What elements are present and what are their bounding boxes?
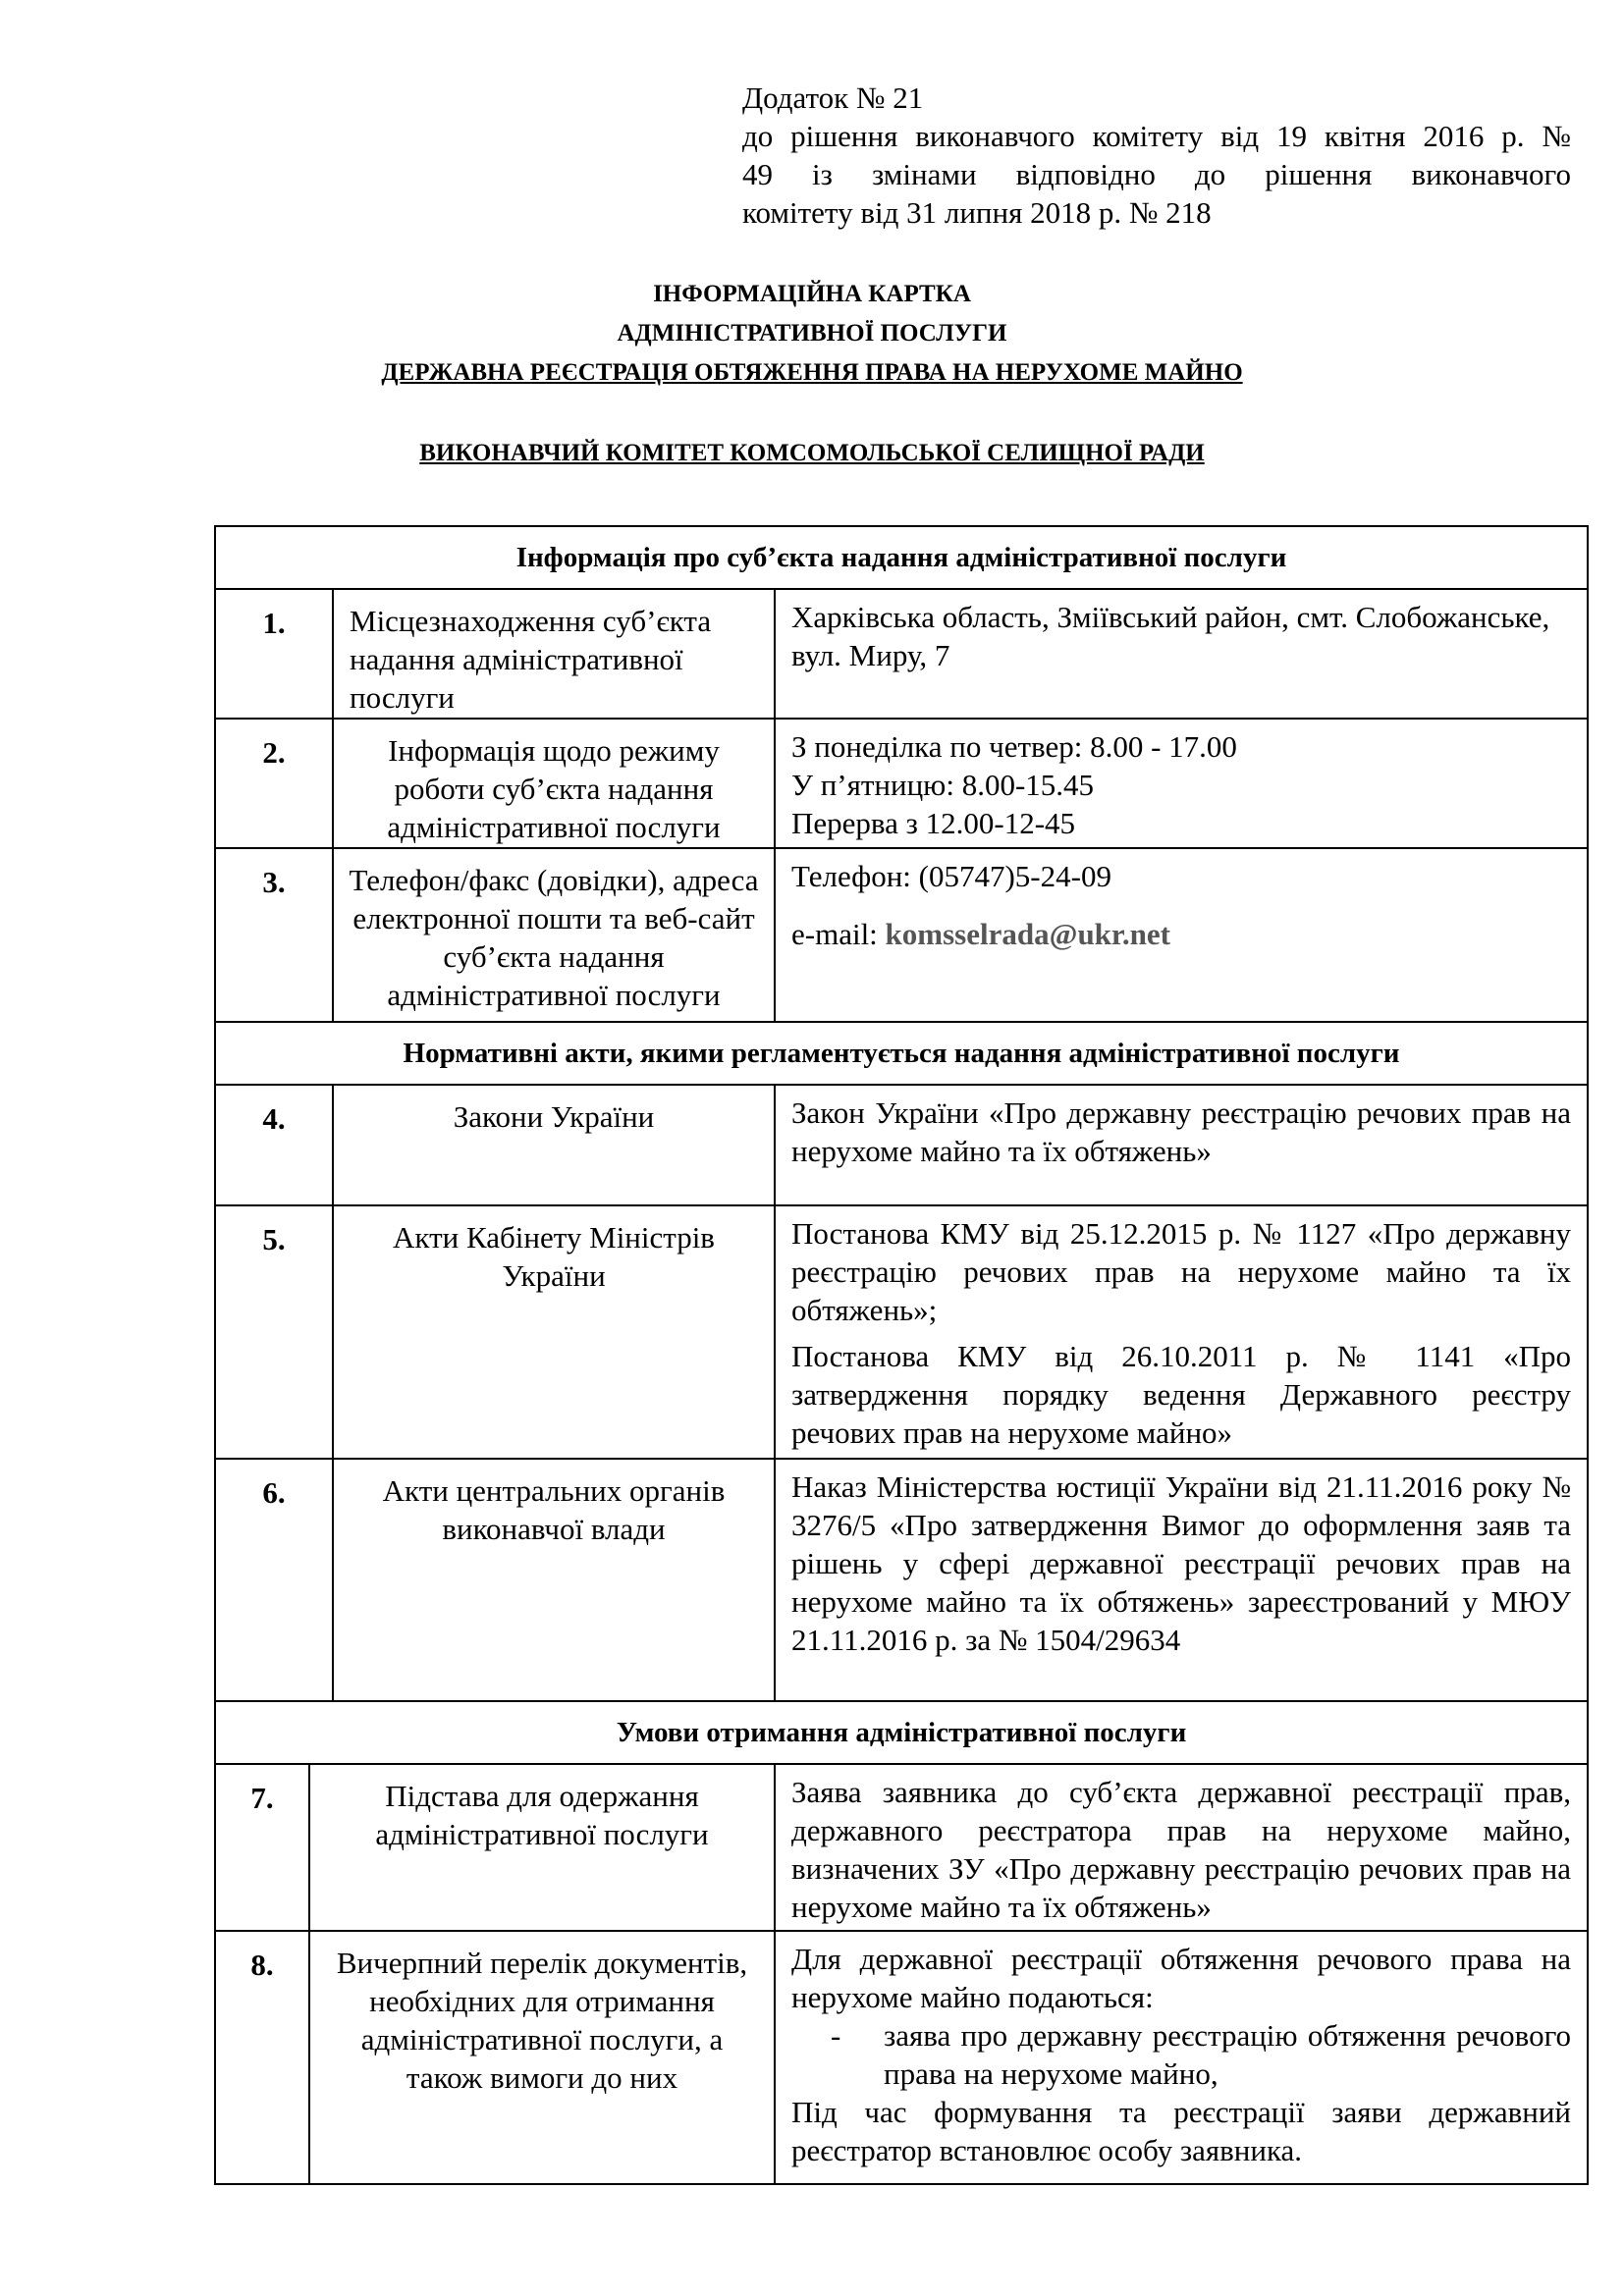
appendix-line: Додаток № 21 xyxy=(742,80,924,115)
appendix-line: комітету від 31 липня 2018 р. № 218 xyxy=(742,195,1212,230)
appendix-note xyxy=(742,79,1571,232)
table-row xyxy=(215,1931,1588,2184)
documents-outro: Під час формування та реєстрації заяви державний реєстратор встановлює особу заявника. xyxy=(791,2095,1572,2167)
email-link[interactable]: komsselrada@ukr.net xyxy=(885,917,1170,951)
row-value: Наказ Міністерства юстиції України від 21.11.2016 року № 3276/5 «Про затвердження Вимог до оформлення заяв та рішень у сфері державної реєстрації речових прав на нерухоме майно та їх обтяжень» зареєстрований у МЮУ 21.11.2016 р. за № 1504/29634 xyxy=(775,1459,1588,1701)
resolution-paragraph: Постанова КМУ від 25.12.2015 р. № 1127 «Про державну реєстрацію речових прав на нерухоме майно та їх обтяжень»; xyxy=(791,1216,1572,1327)
row-number: 3. xyxy=(215,848,333,1022)
document-title xyxy=(196,275,1428,466)
row-description: Акти Кабінету Міністрів України xyxy=(333,1205,775,1459)
table-row xyxy=(215,848,1588,1022)
title-line-1: ІНФОРМАЦІЙНА КАРТКА xyxy=(653,281,971,307)
work-hours-line: З понеділка по четвер: 8.00 - 17.00 xyxy=(791,729,1237,764)
section-title-conditions: Умови отримання адміністративної послуги xyxy=(215,1701,1588,1764)
row-number: 6. xyxy=(215,1459,333,1701)
row-description: Вичерпний перелік документів, необхідних для отримання адміністративної послуги, а також вимоги до них xyxy=(309,1931,775,2184)
service-name: ДЕРЖАВНА РЕЄСТРАЦІЯ ОБТЯЖЕННЯ ПРАВА НА НЕРУХОМЕ МАЙНО xyxy=(381,359,1243,386)
appendix-line: 49 із змінами відповідно до рішення виконавчого xyxy=(742,157,1571,191)
section-title-normative-acts: Нормативні акти, якими регламентується надання адміністративної послуги xyxy=(215,1022,1588,1085)
resolution-paragraph: Постанова КМУ від 26.10.2011 р. № 1141 «Про затвердження порядку ведення Державного реєстру речових прав на нерухоме майно» xyxy=(791,1339,1572,1450)
row-value xyxy=(775,848,1588,1022)
table-row xyxy=(215,1459,1588,1701)
row-description: Телефон/факс (довідки), адреса електронної пошти та веб-сайт суб’єкта надання адміністративної послуги xyxy=(333,848,775,1022)
phone-text: Телефон: (05747)5-24-09 xyxy=(791,859,1111,893)
row-value: Харківська область, Зміївський район, смт. Слобожанське, вул. Миру, 7 xyxy=(775,589,1588,719)
table-row xyxy=(215,1085,1588,1205)
row-value xyxy=(775,719,1588,848)
work-hours-line: Перерва з 12.00-12-45 xyxy=(791,806,1076,840)
title-line-2: АДМІНІСТРАТИВНОЇ ПОСЛУГИ xyxy=(617,320,1007,347)
row-description: Підстава для одержання адміністративної послуги xyxy=(309,1764,775,1931)
info-card-table xyxy=(214,525,1589,2185)
row-number: 5. xyxy=(215,1205,333,1459)
row-number: 8. xyxy=(215,1931,309,2184)
table-row xyxy=(215,589,1588,719)
row-number: 7. xyxy=(215,1764,309,1931)
section-row xyxy=(215,1701,1588,1764)
row-value xyxy=(775,1931,1588,2184)
organization-name: ВИКОНАВЧИЙ КОМІТЕТ КОМСОМОЛЬСЬКОЇ СЕЛИЩНОЇ РАДИ xyxy=(419,440,1205,466)
row-value: Закон України «Про державну реєстрацію речових прав на нерухоме майно та їх обтяжень» xyxy=(775,1085,1588,1205)
documents-list-item xyxy=(791,2016,1571,2093)
row-description: Акти центральних органів виконавчої влади xyxy=(333,1459,775,1701)
work-hours-line: У п’ятницю: 8.00-15.45 xyxy=(791,768,1095,802)
row-description: Закони України xyxy=(333,1085,775,1205)
row-description: Інформація щодо режиму роботи суб’єкта надання адміністративної послуги xyxy=(333,719,775,848)
row-number: 2. xyxy=(215,719,333,848)
table-row xyxy=(215,719,1588,848)
email-line xyxy=(791,915,1571,953)
table-row xyxy=(215,1764,1588,1931)
section-row xyxy=(215,1022,1588,1085)
documents-intro: Для державної реєстрації обтяження речового права на нерухоме майно подаються: xyxy=(791,1942,1572,2014)
list-item-text: заява про державну реєстрацію обтяження речового права на нерухоме майно, xyxy=(884,2018,1572,2091)
section-title-subject-info: Інформація про суб’єкта надання адміністративної послуги xyxy=(215,526,1588,589)
section-row xyxy=(215,526,1588,589)
row-number: 1. xyxy=(215,589,333,719)
email-label: e-mail: xyxy=(791,917,886,951)
list-dash: - xyxy=(831,2018,841,2053)
appendix-line: до рішення виконавчого комітету від 19 квітня 2016 р. № xyxy=(742,119,1571,153)
row-value: Заява заявника до суб’єкта державної реєстрації прав, державного реєстратора прав на нерухоме майно, визначених ЗУ «Про державну реєстрацію речових прав на нерухоме майно та їх обтяжень» xyxy=(775,1764,1588,1931)
row-value xyxy=(775,1205,1588,1459)
row-description: Місцезнаходження суб’єкта надання адміністративної послуги xyxy=(333,589,775,719)
table-row xyxy=(215,1205,1588,1459)
row-number: 4. xyxy=(215,1085,333,1205)
